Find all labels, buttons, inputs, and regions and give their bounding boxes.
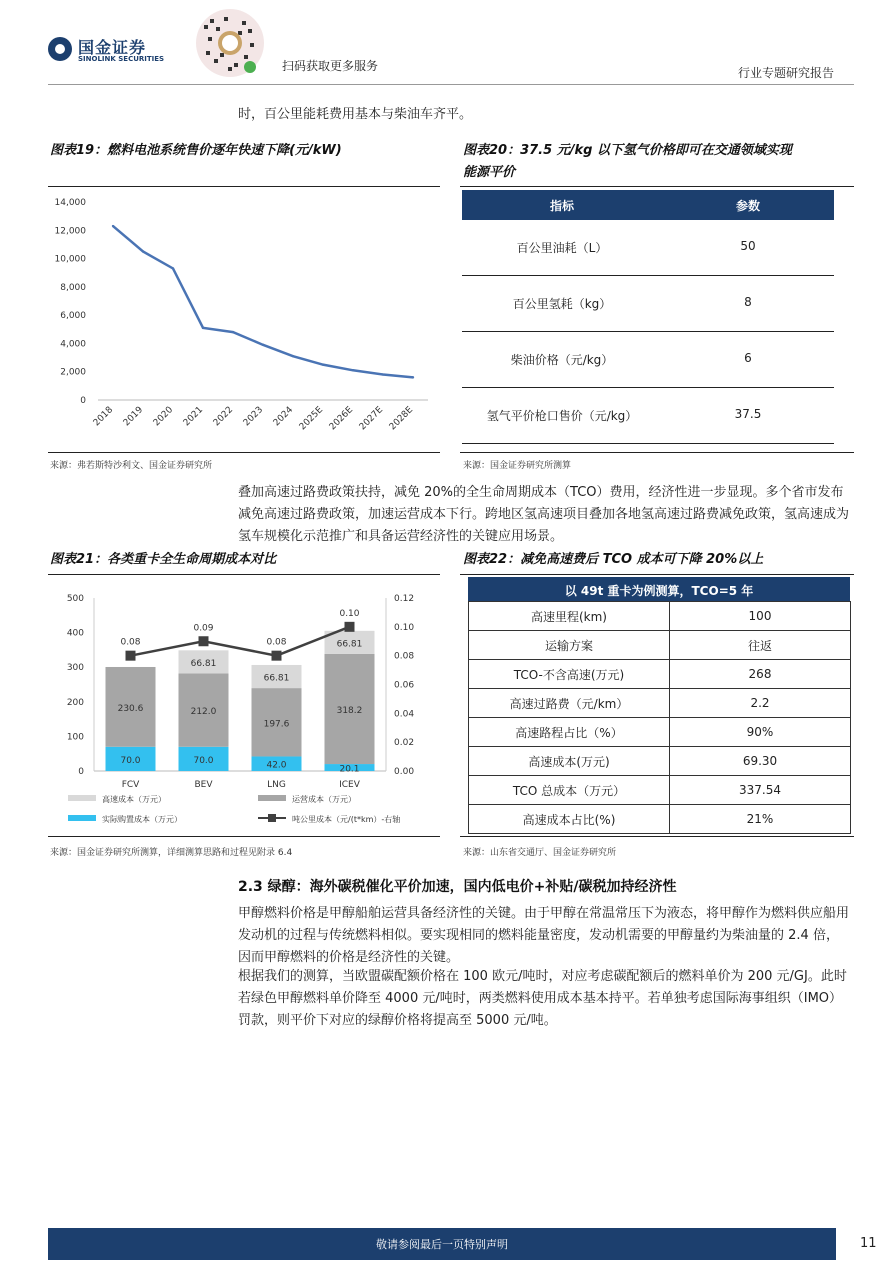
x-tick-label: FCV (121, 780, 140, 790)
y2-tick-label: 0.00 (394, 767, 415, 777)
data-point (232, 331, 234, 333)
series-line (113, 226, 413, 377)
legend-label: 运营成本（万元） (292, 795, 356, 804)
fig22-cell-label: 运输方案 (469, 631, 670, 660)
fig22-cell-label: 高速过路费（元/km） (469, 689, 670, 718)
fig22-title: 图表22：减免高速费后 TCO 成本可下降 20%以上 (463, 552, 764, 567)
y-tick-label: 12,000 (54, 226, 86, 237)
fig21-rule (48, 574, 440, 575)
y2-tick-label: 0.04 (394, 709, 415, 720)
x-tick-label: BEV (194, 780, 213, 790)
fig22-cell-value: 69.30 (670, 747, 851, 776)
y-tick-label: 300 (66, 663, 84, 674)
fig19-bottom-rule (48, 452, 440, 453)
y-tick-label: 100 (66, 732, 84, 743)
legend-label: 高速成本（万元） (102, 795, 166, 804)
y-tick-label: 200 (66, 697, 84, 708)
x-tick-label: 2021 (181, 405, 206, 429)
data-point (172, 267, 174, 269)
fig20-title-line1: 图表20：37.5 元/kg 以下氢气价格即可在交通领域实现 (463, 143, 792, 158)
bar-value-label: 20.1 (339, 764, 360, 775)
fig22-row (469, 631, 851, 660)
x-tick-label: 2023 (241, 405, 266, 429)
data-point (142, 250, 144, 252)
fig22-header-text: 以 49t 重卡为例测算，TCO=5 年 (564, 584, 754, 598)
y-tick-label: 6,000 (60, 311, 86, 322)
y-tick-label: 0 (80, 396, 86, 406)
fig22-rule (460, 574, 854, 575)
data-point (262, 344, 264, 346)
fig21-title: 图表21：各类重卡全生命周期成本对比 (50, 552, 277, 567)
fig22-cell-label: TCO 总成本（万元） (469, 776, 670, 805)
y-tick-label: 2,000 (60, 367, 86, 378)
fig22-cell-value: 268 (670, 660, 851, 689)
y-tick-label: 8,000 (60, 282, 86, 293)
data-point (412, 376, 414, 378)
fig20-header-indicator: 指标 (549, 199, 574, 213)
intro-line: 时，百公里能耗费用基本与柴油车齐平。 (238, 107, 473, 122)
line-value-label: 0.09 (193, 623, 214, 634)
line-marker (272, 651, 282, 661)
fig20-row (462, 276, 834, 332)
qr-caption: 扫码获取更多服务 (282, 59, 379, 73)
bar-value-label: 212.0 (190, 707, 217, 718)
fig22-cell-label: TCO-不含高速(万元) (469, 660, 670, 689)
fig20-source: 来源：国金证券研究所测算 (463, 461, 572, 471)
fig21-bottom-rule (48, 836, 440, 837)
fig22-header (468, 577, 850, 601)
x-tick-label: 2020 (151, 405, 176, 429)
fig22-row (469, 660, 851, 689)
fig20-cell-label: 柴油价格（元/kg） (510, 353, 614, 367)
line-value-label: 0.10 (339, 608, 360, 619)
page-number: 11 (860, 1236, 877, 1251)
legend-marker (268, 814, 276, 822)
fig22-cell-value: 100 (670, 602, 851, 631)
qr-code-icon[interactable] (194, 7, 266, 79)
data-point (352, 369, 354, 371)
fig22-cell-label: 高速成本占比(%) (469, 805, 670, 834)
fig20-cell-value: 37.5 (734, 407, 762, 421)
fig22-cell-value: 21% (670, 805, 851, 834)
line-value-label: 0.08 (266, 637, 287, 648)
fig20-cell-value: 50 (740, 239, 756, 253)
data-point (112, 225, 114, 227)
legend-swatch (68, 815, 96, 821)
fig20-header-row (462, 190, 834, 220)
fig20-rule (460, 186, 854, 187)
fig22-cell-value: 90% (670, 718, 851, 747)
fig22-row (469, 747, 851, 776)
bar-value-label: 230.6 (117, 703, 144, 714)
fig22-cell-value: 往返 (670, 631, 851, 660)
fig20-cell-label: 氢气平价枪口售价（元/kg） (486, 409, 638, 423)
fig22-row (469, 776, 851, 805)
y-tick-label: 10,000 (54, 254, 86, 265)
fig19-rule (48, 186, 440, 187)
y-tick-label: 500 (66, 594, 84, 604)
fig20-title-line2: 能源平价 (463, 165, 516, 180)
y2-tick-label: 0.10 (394, 622, 415, 633)
report-type: 行业专题研究报告 (738, 66, 835, 80)
legend-label: 实际购置成本（万元） (102, 815, 182, 824)
section-title: 2.3 绿醇：海外碳税催化平价加速，国内低电价+补贴/碳税加持经济性 (238, 879, 677, 895)
footer-disclaimer: 敬请参阅最后一页特别声明 (376, 1238, 508, 1251)
data-point (322, 363, 324, 365)
fig21-source: 来源：国金证券研究所测算，详细测算思路和过程见附录 6.4 (50, 848, 293, 858)
fig22-row (469, 689, 851, 718)
logo-subtext: SINOLINK SECURITIES (78, 55, 165, 63)
section-para-2: 根据我们的测算，当欧盟碳配额价格在 100 欧元/吨时，对应考虑碳配额后的燃料单价为 200 元/GJ。此时若绿色甲醇燃料单价降至 4000 元/吨时，两类燃料使用成本基本持平。若单独考虑国际海事组织（IMO）罚款，则平价下对应的绿醇价格将提高至 5000 元/吨。 (238, 969, 847, 1028)
fig20-row (462, 220, 834, 276)
fig22-cell-value: 337.54 (670, 776, 851, 805)
y2-tick-label: 0.06 (394, 680, 415, 691)
fig19-source: 来源：弗若斯特沙利文、国金证券研究所 (50, 461, 213, 471)
bar-value-label: 66.81 (263, 673, 290, 684)
fig22-cell-label: 高速成本(万元) (469, 747, 670, 776)
y2-tick-label: 0.02 (394, 738, 415, 749)
header-divider (48, 84, 854, 85)
fig22-cell-label: 高速里程(km) (469, 602, 670, 631)
logo-text: 国金证券 (78, 38, 147, 57)
fig22-row (469, 805, 851, 834)
y-tick-label: 400 (66, 628, 84, 639)
para-highway-policy: 叠加高速过路费政策扶持，减免 20%的全生命周期成本（TCO）费用，经济性进一步显现。多个省市发布减免高速过路费政策，加速运营成本下行。跨地区氢高速项目叠加各地氢高速过路费减免政策，氢高速成为氢车规模化示范推广和具备运营经济性的关键应用场景。 (238, 485, 850, 544)
fig22-cell-label: 高速路程占比（%） (469, 718, 670, 747)
x-tick-label: 2027E (357, 405, 386, 433)
fig22-table (468, 601, 851, 834)
x-tick-label: 2028E (387, 405, 416, 433)
fig20-row (462, 388, 834, 444)
fig22-bottom-rule (460, 836, 854, 837)
fig20-bottom-rule (460, 452, 854, 453)
x-tick-label: 2018 (91, 405, 116, 429)
fig20-cell-label: 百公里氢耗（kg） (512, 297, 612, 311)
legend-swatch (258, 795, 286, 801)
section-para-1: 甲醇燃料价格是甲醇船舶运营具备经济性的关键。由于甲醇在常温常压下为液态，将甲醇作为燃料供应船用发动机的过程与传统燃料相似。要实现相同的燃料能量密度，发动机需要的甲醇量约为柴油量的 2.4 倍，因而甲醇燃料的价格是经济性的关键。 (238, 906, 850, 965)
x-tick-label: 2024 (271, 405, 296, 429)
x-tick-label: ICEV (339, 780, 360, 790)
bar-value-label: 318.2 (336, 705, 363, 716)
line-value-label: 0.08 (120, 637, 141, 648)
legend-label: 吨公里成本（元/(t*km）-右轴 (292, 815, 401, 824)
fig20-cell-label: 百公里油耗（L） (516, 241, 608, 255)
line-series (131, 627, 350, 656)
x-tick-label: 2026E (327, 405, 356, 433)
fig22-source: 来源：山东省交通厅、国金证券研究所 (463, 848, 617, 858)
y-tick-label: 14,000 (54, 198, 86, 208)
fig20-cell-value: 6 (744, 351, 752, 365)
bar-value-label: 70.0 (193, 755, 214, 766)
y2-tick-label: 0.12 (394, 594, 415, 604)
fig22-cell-value: 2.2 (670, 689, 851, 718)
data-point (202, 327, 204, 329)
fig19-chart (48, 190, 440, 452)
x-tick-label: LNG (267, 780, 286, 790)
bar-value-label: 66.81 (336, 639, 363, 650)
fig22-row (469, 602, 851, 631)
x-tick-label: 2019 (121, 405, 146, 429)
x-tick-label: 2022 (211, 405, 236, 429)
line-marker (345, 622, 355, 632)
data-point (382, 373, 384, 375)
legend-swatch (68, 795, 96, 801)
fig20-cell-value: 8 (744, 295, 752, 309)
bar-value-label: 197.6 (263, 719, 290, 730)
data-point (292, 355, 294, 357)
y2-tick-label: 0.08 (394, 651, 415, 662)
fig20-row (462, 332, 834, 388)
y-tick-label: 4,000 (60, 339, 86, 350)
bar-value-label: 70.0 (120, 755, 141, 766)
line-marker (126, 651, 136, 661)
y-tick-label: 0 (78, 767, 84, 777)
line-marker (199, 636, 209, 646)
fig20-header-param: 参数 (735, 199, 760, 213)
logo-icon (48, 37, 72, 61)
x-tick-label: 2025E (297, 405, 326, 433)
fig21-chart (48, 578, 440, 834)
fig22-row (469, 718, 851, 747)
bar-value-label: 42.0 (266, 760, 287, 771)
fig19-title: 图表19：燃料电池系统售价逐年快速下降(元/kW) (50, 143, 342, 158)
bar-value-label: 66.81 (190, 658, 217, 669)
fig20-table-body (462, 220, 834, 444)
